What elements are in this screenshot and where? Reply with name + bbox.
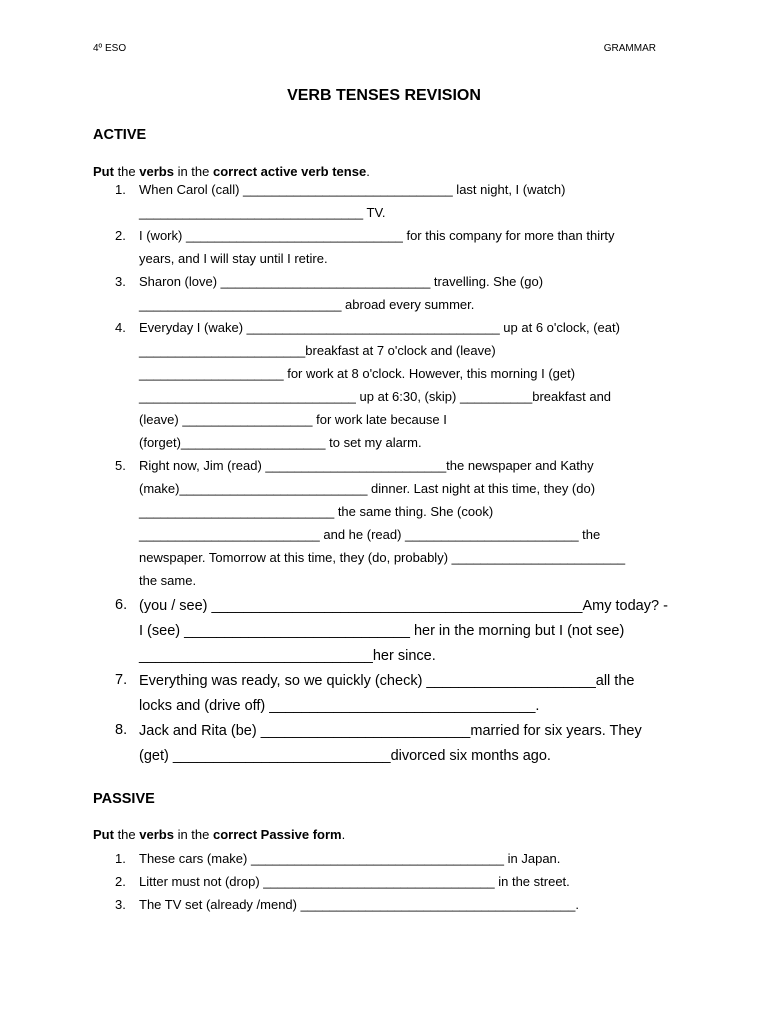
instruction-word: correct active verb tense (212, 164, 367, 179)
item-line: (get) ___________________________divorced six months ago. (139, 748, 551, 764)
item-line: ____________________ for work at 8 o'clock. However, this morning I (get) (139, 366, 576, 381)
item-line: ____________________________ abroad every summer. (139, 297, 475, 312)
exercise-item (93, 458, 683, 596)
item-line: Right now, Jim (read) _________________________the newspaper and Kathy (139, 458, 594, 473)
item-number: 1. (115, 851, 126, 866)
instruction-word: the (113, 164, 140, 179)
item-line: _______________________________ TV. (139, 205, 386, 220)
instruction-word: correct Passive form (212, 827, 342, 842)
instruction-word: in the (173, 164, 213, 179)
item-line: Litter must not (drop) ________________________________ in the street. (139, 874, 570, 889)
instruction-word: verbs (139, 164, 174, 179)
item-line: the same. (139, 573, 197, 588)
exercise-item (93, 182, 683, 228)
item-line: (forget)____________________ to set my alarm. (139, 435, 422, 450)
instruction-word: Put (93, 164, 114, 179)
item-number: 3. (115, 897, 126, 912)
item-line: The TV set (already /mend) ______________________________________. (139, 897, 579, 912)
instruction-word: in the (173, 827, 213, 842)
item-line: Everyday I (wake) ___________________________________ up at 6 o'clock, (eat) (139, 320, 620, 335)
item-line: ______________________________ up at 6:30, (skip) __________breakfast and (139, 389, 612, 404)
active-exercise-list (93, 182, 683, 596)
instruction-word: verbs (139, 827, 174, 842)
item-line: Everything was ready, so we quickly (check) _____________________all the (139, 673, 635, 689)
item-line: years, and I will stay until I retire. (139, 251, 328, 266)
item-number: 3. (115, 274, 126, 289)
exercise-item (93, 672, 683, 722)
item-line: (you / see) ______________________________________________Amy today? - (139, 598, 668, 614)
instruction-word: . (341, 827, 346, 842)
item-line: _______________________breakfast at 7 o'clock and (leave) (139, 343, 496, 358)
item-number: 7. (115, 672, 128, 688)
item-line: I (see) ____________________________ her in the morning but I (not see) (139, 623, 625, 639)
exercise-item (93, 320, 683, 458)
exercise-item (93, 722, 683, 772)
item-line: _________________________ and he (read) ________________________ the (139, 527, 601, 542)
item-line: (make)__________________________ dinner. Last night at this time, they (do) (139, 481, 596, 496)
item-number: 1. (115, 182, 126, 197)
passive-exercise-list (93, 851, 683, 920)
item-line: newspaper. Tomorrow at this time, they (do, probably) ________________________ (139, 550, 626, 565)
section-heading-active: ACTIVE (93, 127, 147, 143)
item-line: Jack and Rita (be) __________________________married for six years. They (139, 723, 642, 739)
instruction-passive (93, 827, 345, 842)
item-line: ___________________________ the same thing. She (cook) (139, 504, 494, 519)
item-number: 8. (115, 722, 128, 738)
exercise-item (93, 851, 683, 874)
page-title: VERB TENSES REVISION (287, 87, 481, 104)
instruction-word: Put (93, 827, 114, 842)
item-line: (leave) __________________ for work late because I (139, 412, 447, 427)
item-number: 5. (115, 458, 126, 473)
item-line: These cars (make) ___________________________________ in Japan. (139, 851, 561, 866)
item-number: 2. (115, 228, 126, 243)
active-exercise-list-continued (93, 597, 683, 772)
item-number: 6. (115, 597, 128, 613)
section-heading-passive: PASSIVE (93, 791, 155, 807)
header-subject: GRAMMAR (603, 43, 656, 54)
instruction-word: the (113, 827, 140, 842)
item-number: 4. (115, 320, 126, 335)
header-course: 4º ESO (93, 43, 127, 54)
exercise-item (93, 897, 683, 920)
exercise-item (93, 874, 683, 897)
item-line: Sharon (love) _____________________________ travelling. She (go) (139, 274, 544, 289)
item-line: When Carol (call) _____________________________ last night, I (watch) (139, 182, 566, 197)
item-line: I (work) ______________________________ for this company for more than thirty (139, 228, 615, 243)
exercise-item (93, 597, 683, 672)
exercise-item (93, 274, 683, 320)
item-number: 2. (115, 874, 126, 889)
exercise-item (93, 228, 683, 274)
item-line: _____________________________her since. (139, 648, 436, 664)
instruction-active (93, 164, 370, 179)
instruction-word: . (366, 164, 370, 179)
item-line: locks and (drive off) _________________________________. (139, 698, 540, 714)
